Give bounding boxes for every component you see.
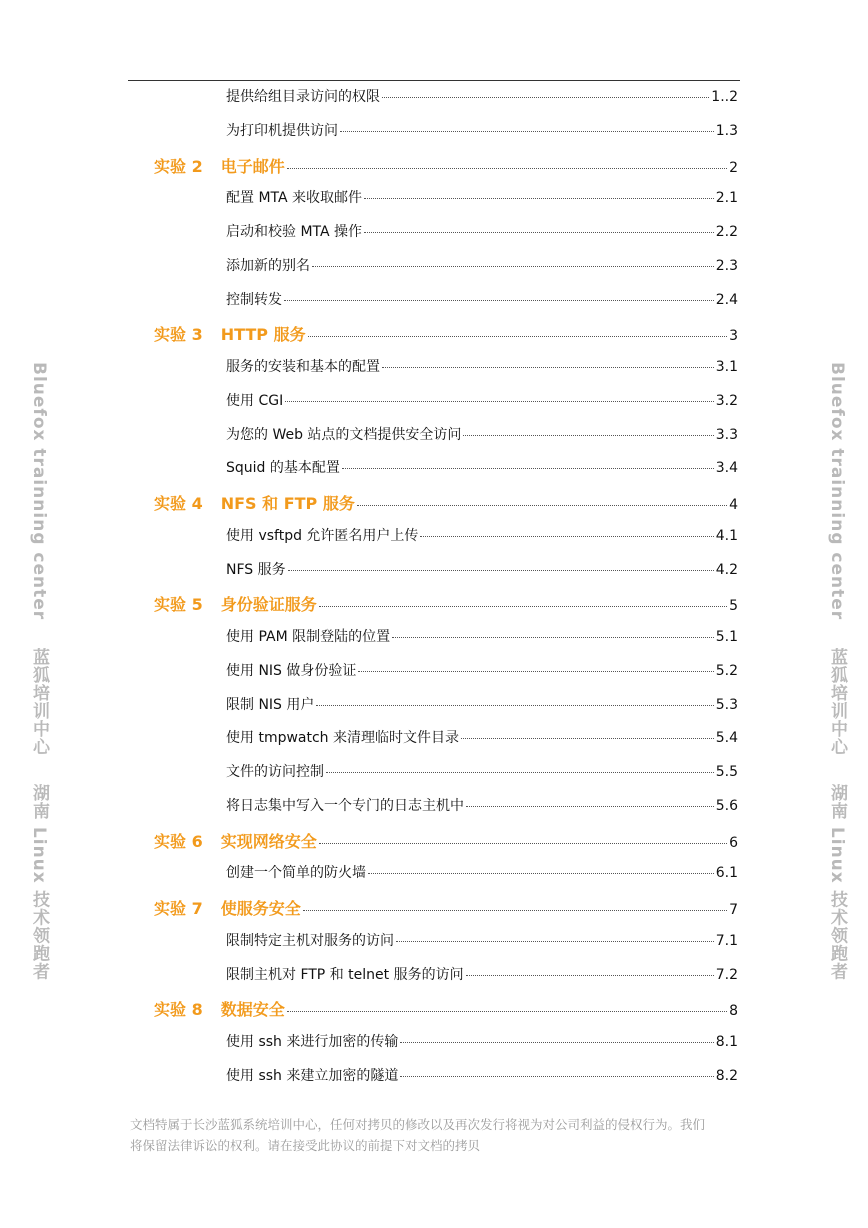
toc-page-number: 2 bbox=[729, 159, 738, 176]
toc-entry-title: 配置 MTA 来收取邮件 bbox=[226, 190, 363, 207]
toc-entry-title: 使用 vsftpd 允许匿名用户上传 bbox=[226, 527, 419, 544]
toc-leader-dots bbox=[420, 536, 713, 537]
toc-leader-dots bbox=[392, 637, 714, 638]
toc-leader-dots bbox=[358, 671, 713, 672]
toc-page-number: 8.2 bbox=[715, 1067, 738, 1084]
toc-page-number: 3.3 bbox=[715, 426, 738, 443]
toc-page-number: 5.5 bbox=[715, 764, 738, 780]
toc-section-entry[interactable] bbox=[226, 221, 738, 241]
toc-chapter-entry[interactable] bbox=[154, 592, 738, 615]
toc-leader-dots bbox=[303, 910, 727, 911]
toc-chapter-label: 实验 5 bbox=[154, 595, 203, 615]
side-watermark-cn2: 湖南 Linux 技术领跑者 bbox=[29, 783, 49, 981]
toc-page-number: 5.3 bbox=[715, 696, 738, 713]
toc-chapter-entry[interactable] bbox=[154, 997, 738, 1020]
toc-entry-title: 限制主机对 FTP 和 telnet 服务的访问 bbox=[226, 966, 464, 983]
toc-page-number: 7.1 bbox=[715, 932, 738, 949]
toc-entry-title: 为您的 Web 站点的文档提供安全访问 bbox=[226, 426, 462, 443]
toc-entry-title: 服务的安装和基本的配置 bbox=[226, 359, 380, 375]
toc-section-entry[interactable] bbox=[226, 761, 738, 781]
side-watermark-en: Bluefox trainning center bbox=[29, 362, 49, 621]
toc-entry-title: HTTP 服务 bbox=[220, 325, 306, 345]
side-watermark-right bbox=[820, 362, 850, 981]
toc-section-entry[interactable] bbox=[226, 457, 738, 477]
toc-page-number: 4 bbox=[729, 497, 738, 513]
toc-page-number: 1.3 bbox=[715, 122, 738, 139]
toc-section-entry[interactable] bbox=[226, 964, 738, 984]
toc-entry-title: 使用 ssh 来建立加密的隧道 bbox=[226, 1067, 399, 1084]
toc-leader-dots bbox=[308, 336, 727, 337]
toc-entry-title: 电子邮件 bbox=[220, 156, 285, 176]
toc-page-number: 4.1 bbox=[715, 527, 738, 544]
toc-entry-title: 使用 CGI bbox=[226, 392, 284, 409]
toc-section-entry[interactable] bbox=[226, 795, 738, 815]
toc-chapter-label: 实验 3 bbox=[154, 325, 203, 345]
toc-leader-dots bbox=[463, 435, 713, 436]
toc-page-number: 3.1 bbox=[715, 359, 738, 375]
toc-chapter-entry[interactable] bbox=[154, 829, 738, 852]
toc-leader-dots bbox=[357, 505, 727, 506]
toc-entry-title: NFS 和 FTP 服务 bbox=[220, 494, 355, 513]
toc-entry-title: 使用 ssh 来进行加密的传输 bbox=[226, 1034, 399, 1050]
toc-page-number: 1..2 bbox=[711, 89, 738, 105]
toc-section-entry[interactable] bbox=[226, 1065, 738, 1085]
side-watermark-left bbox=[22, 362, 52, 981]
toc-entry-title: 启动和校验 MTA 操作 bbox=[226, 224, 363, 240]
toc-chapter-entry[interactable] bbox=[154, 491, 738, 514]
toc-chapter-label: 实验 4 bbox=[154, 494, 203, 513]
toc-leader-dots bbox=[312, 266, 714, 267]
side-watermark-cn2: 湖南 Linux 技术领跑者 bbox=[827, 783, 847, 981]
toc-entry-title: NFS 服务 bbox=[226, 561, 286, 578]
toc-section-entry[interactable] bbox=[226, 356, 738, 376]
toc-section-entry[interactable] bbox=[226, 255, 738, 275]
toc-entry-title: 文件的访问控制 bbox=[226, 764, 324, 780]
toc-page-number: 2.2 bbox=[715, 224, 738, 240]
header-rule bbox=[128, 80, 740, 81]
toc-leader-dots bbox=[461, 738, 714, 739]
toc-entry-title: 身份验证服务 bbox=[220, 595, 317, 615]
toc-section-entry[interactable] bbox=[226, 86, 738, 106]
toc-page-number: 5.6 bbox=[715, 797, 738, 814]
toc-leader-dots bbox=[364, 198, 714, 199]
toc-section-entry[interactable] bbox=[226, 862, 738, 882]
toc-entry-title: 数据安全 bbox=[220, 1000, 285, 1020]
toc-leader-dots bbox=[319, 843, 727, 844]
toc-section-entry[interactable] bbox=[226, 727, 738, 747]
toc-section-entry[interactable] bbox=[226, 559, 738, 579]
toc-leader-dots bbox=[288, 570, 714, 571]
toc-entry-title: Squid 的基本配置 bbox=[226, 460, 340, 477]
toc-section-entry[interactable] bbox=[226, 525, 738, 545]
copyright-footer bbox=[130, 1114, 742, 1156]
toc-leader-dots bbox=[287, 168, 727, 169]
toc-entry-title: 使用 tmpwatch 来清理临时文件目录 bbox=[226, 730, 460, 747]
toc-section-entry[interactable] bbox=[226, 626, 738, 646]
toc-leader-dots bbox=[326, 772, 714, 773]
toc-section-entry[interactable] bbox=[226, 694, 738, 714]
toc-leader-dots bbox=[287, 1011, 727, 1012]
toc-leader-dots bbox=[400, 1076, 713, 1077]
toc-section-entry[interactable] bbox=[226, 1031, 738, 1051]
toc-page-number: 3 bbox=[729, 328, 738, 345]
toc-chapter-label: 实验 7 bbox=[154, 899, 203, 918]
toc-chapter-entry[interactable] bbox=[154, 896, 738, 919]
toc-leader-dots bbox=[382, 367, 714, 368]
side-watermark-en: Bluefox trainning center bbox=[827, 362, 847, 621]
footer-line-2: 将保留法律诉讼的权利。请在接受此协议的前提下对文档的拷贝 bbox=[130, 1138, 481, 1153]
toc-leader-dots bbox=[316, 705, 713, 706]
toc-chapter-label: 实验 6 bbox=[154, 831, 203, 851]
toc-entry-title: 添加新的别名 bbox=[226, 257, 310, 274]
toc-leader-dots bbox=[340, 131, 714, 132]
toc-leader-dots bbox=[466, 975, 714, 976]
toc-leader-dots bbox=[396, 941, 714, 942]
toc-section-entry[interactable] bbox=[226, 930, 738, 950]
toc-entry-title: 限制 NIS 用户 bbox=[226, 696, 315, 713]
toc-leader-dots bbox=[284, 300, 714, 301]
toc-page-number: 6.1 bbox=[715, 865, 738, 882]
toc-page-number: 5.1 bbox=[715, 629, 738, 645]
toc-page-number: 3.4 bbox=[715, 460, 738, 477]
toc-chapter-label: 实验 2 bbox=[154, 156, 203, 176]
toc-entry-title: 将日志集中写入一个专门的日志主机中 bbox=[226, 797, 464, 814]
toc-page-number: 4.2 bbox=[715, 561, 738, 578]
toc-section-entry[interactable] bbox=[226, 660, 738, 680]
toc-entry-title: 实现网络安全 bbox=[220, 831, 317, 851]
toc-entry-title: 提供给组目录访问的权限 bbox=[226, 89, 380, 105]
toc-entry-title: 使服务安全 bbox=[220, 899, 301, 918]
toc-section-entry[interactable] bbox=[226, 390, 738, 410]
toc-section-entry[interactable] bbox=[226, 187, 738, 207]
toc-leader-dots bbox=[400, 1042, 713, 1043]
toc-leader-dots bbox=[368, 873, 714, 874]
toc-section-entry[interactable] bbox=[226, 120, 738, 140]
toc-entry-title: 使用 PAM 限制登陆的位置 bbox=[226, 629, 391, 645]
toc-leader-dots bbox=[319, 606, 727, 607]
toc-page-number: 7 bbox=[729, 902, 738, 918]
toc-page-number: 2.1 bbox=[715, 190, 738, 207]
toc-leader-dots bbox=[342, 468, 714, 469]
toc-page-number: 5.2 bbox=[715, 662, 738, 679]
toc-page-number: 7.2 bbox=[715, 966, 738, 983]
toc-page-number: 5.4 bbox=[715, 730, 738, 747]
side-watermark-cn1: 蓝狐培训中心 bbox=[827, 648, 847, 757]
toc-page-number: 5 bbox=[729, 598, 738, 615]
footer-line-1: 文档特属于长沙蓝狐系统培训中心，任何对拷贝的修改以及再次发行将视为对公司利益的侵权行为。我们 bbox=[130, 1117, 706, 1132]
toc-chapter-entry[interactable] bbox=[154, 154, 738, 177]
toc-leader-dots bbox=[285, 401, 714, 402]
toc-chapter-entry[interactable] bbox=[154, 322, 738, 345]
toc-page-number: 8.1 bbox=[715, 1034, 738, 1050]
toc-section-entry[interactable] bbox=[226, 289, 738, 309]
toc-leader-dots bbox=[364, 232, 714, 233]
side-watermark-cn1: 蓝狐培训中心 bbox=[29, 648, 49, 757]
toc-page-number: 8 bbox=[729, 1003, 738, 1020]
toc-entry-title: 为打印机提供访问 bbox=[226, 122, 338, 139]
toc-entry-title: 限制特定主机对服务的访问 bbox=[226, 932, 394, 949]
toc-page-number: 2.4 bbox=[715, 291, 738, 308]
toc-entry-title: 控制转发 bbox=[226, 291, 282, 308]
toc-entry-title: 创建一个简单的防火墙 bbox=[226, 865, 366, 882]
toc-entry-title: 使用 NIS 做身份验证 bbox=[226, 662, 357, 679]
toc-chapter-label: 实验 8 bbox=[154, 1000, 203, 1020]
toc-page-number: 6 bbox=[729, 834, 738, 851]
toc-page-number: 3.2 bbox=[715, 392, 738, 409]
toc-page-number: 2.3 bbox=[715, 257, 738, 274]
toc-section-entry[interactable] bbox=[226, 424, 738, 444]
toc-leader-dots bbox=[382, 97, 709, 98]
toc-leader-dots bbox=[466, 806, 714, 807]
